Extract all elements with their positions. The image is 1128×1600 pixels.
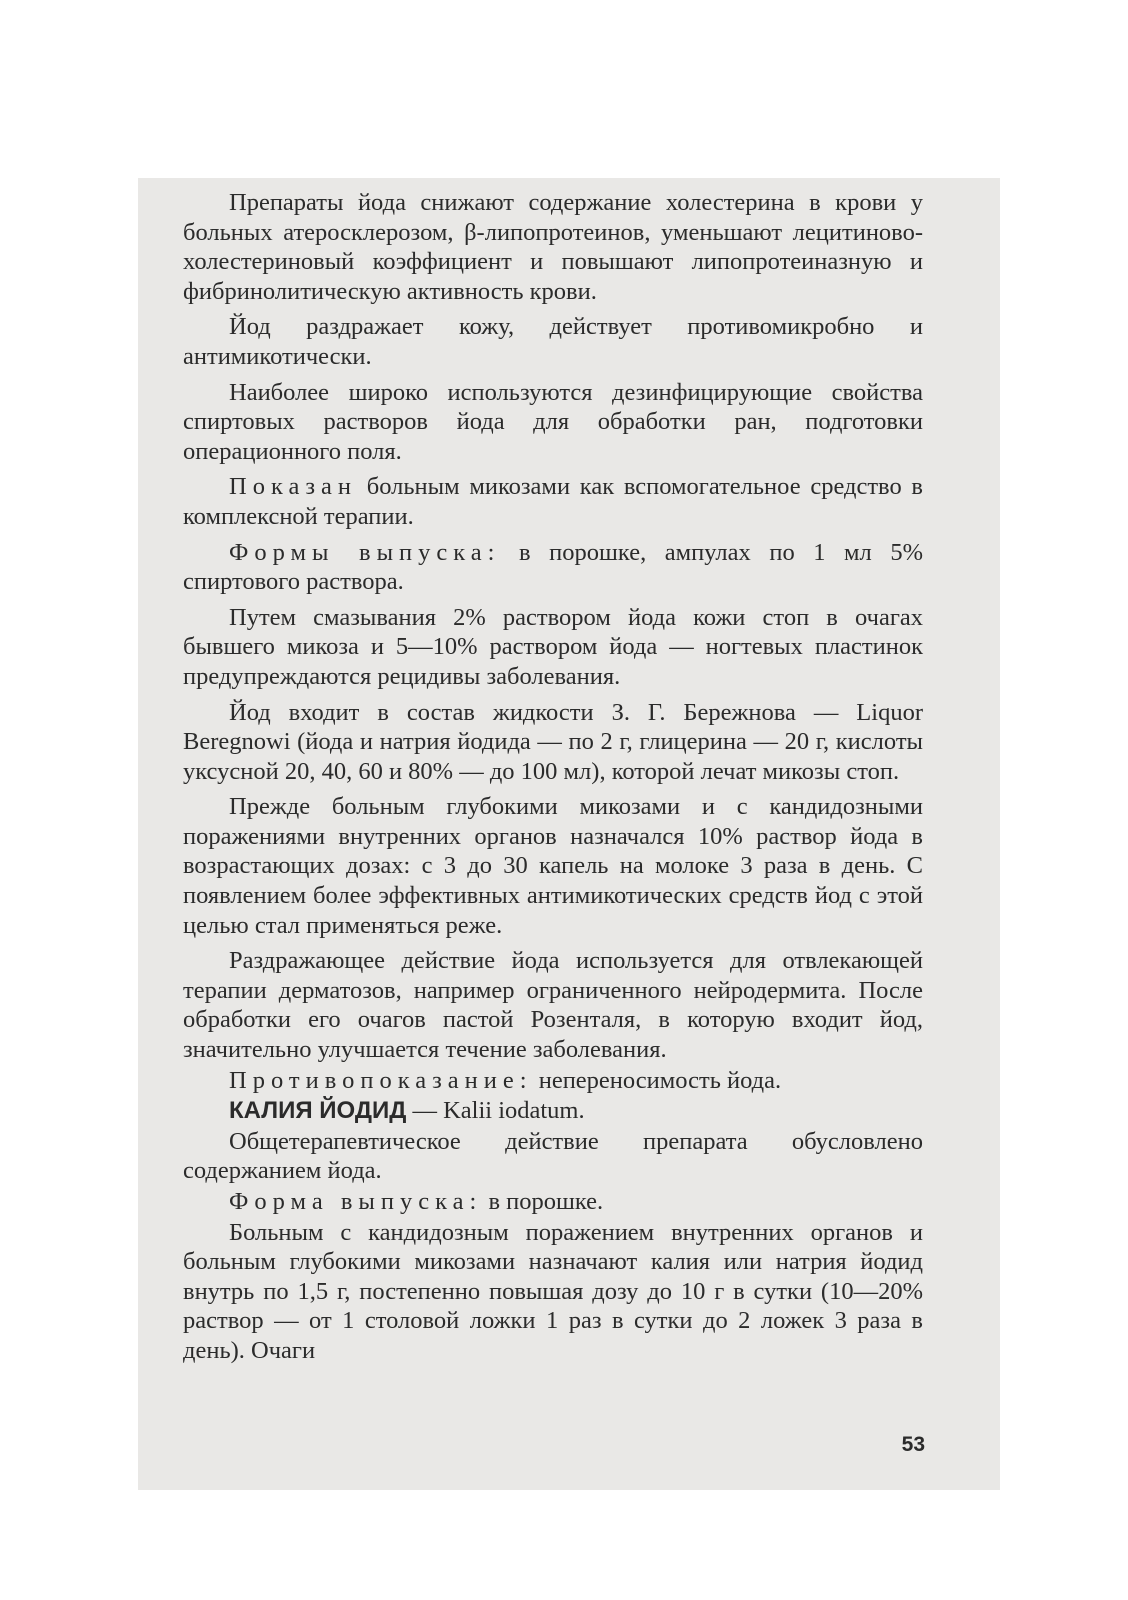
paragraph-dosage: Больным с кандидозным поражением внутренних органов и больным глубокими микозами назначают калия или натрия йодид внутрь по 1,5 г, постепенно повышая дозу до 10 г в сутки (10—20% раствор — от 1 столовой ложки 1 раз в сутки до 2 ложек 3 раза в день). Очаги — [183, 1218, 923, 1364]
paragraph-potassium-iodide-heading — [183, 1096, 923, 1126]
indications-label: Показан — [229, 473, 358, 501]
page-number: 53 — [901, 1433, 925, 1456]
paragraph-iodine-skin: Йод раздражает кожу, действует противомикробно и антимикотически. — [183, 313, 923, 370]
contraindications-label: Противопоказание: — [229, 1066, 533, 1094]
paragraph-beregnov-liquor: Йод входит в состав жидкости З. Г. Бережнова — Liquor Beregnowi (йода и натрия йодида — по 2 г, глицерина — 20 г, кислоты уксусной 20, 40, 60 и 80% — до 100 мл), которой лечат микозы стоп. — [183, 698, 923, 785]
paragraph-release-form — [183, 1187, 923, 1217]
paragraph-contraindications — [183, 1066, 923, 1096]
paragraph-deep-mycoses: Прежде больным глубокими микозами и с кандидозными поражениями внутренних органов назначался 10% раствор йода в возрастающих дозах: с 3 до 30 капель на молоке 3 раза в день. С появлением более эффективных антимикотических средств йод с этой целью стал применяться реже. — [183, 793, 923, 939]
drug-name-heading: КАЛИЯ ЙОДИД — [229, 1097, 407, 1125]
page-body-text — [183, 188, 923, 1367]
contraindications-text: непереносимость йода. — [532, 1066, 782, 1094]
paragraph-release-forms — [183, 538, 923, 597]
paragraph-indications — [183, 472, 923, 531]
release-form-text: в порошке. — [482, 1188, 604, 1215]
paragraph-general-action: Общетерапевтическое действие препарата обусловлено содержанием йода. — [183, 1127, 923, 1185]
paragraph-prevention: Путем смазывания 2% раствором йода кожи стоп в очагах бывшего микоза и 5—10% раствором йода — ногтевых пластинок предупреждаются рецидивы заболевания. — [183, 603, 923, 690]
release-form-label: Форма выпуска: — [229, 1188, 483, 1215]
drug-latin-name: — Kalii iodatum. — [406, 1097, 585, 1125]
paragraph-iodine-cholesterol: Препараты йода снижают содержание холестерина в крови у больных атеросклерозом, β-липопротеинов, уменьшают лецитиново-холестериновый коэффициент и повышают липопротеиназную и фибринолитическую активность крови. — [183, 189, 923, 305]
paragraph-disinfecting: Наиболее широко используются дезинфицирующие свойства спиртовых растворов йода для обработки ран, подготовки операционного поля. — [183, 378, 923, 465]
release-forms-text: в порошке, ампулах по 1 мл 5% спиртового раствора. — [183, 538, 923, 596]
indications-text: больным микозами как вспомогательное средство в комплексной терапии. — [183, 473, 923, 530]
paragraph-irritating-action: Раздражающее действие йода используется для отвлекающей терапии дерматозов, например ограниченного нейродермита. После обработки его очагов пастой Розенталя, в которую входит йод, значительно улучшается течение заболевания. — [183, 947, 923, 1064]
release-forms-label: Формы выпуска: — [229, 538, 501, 566]
